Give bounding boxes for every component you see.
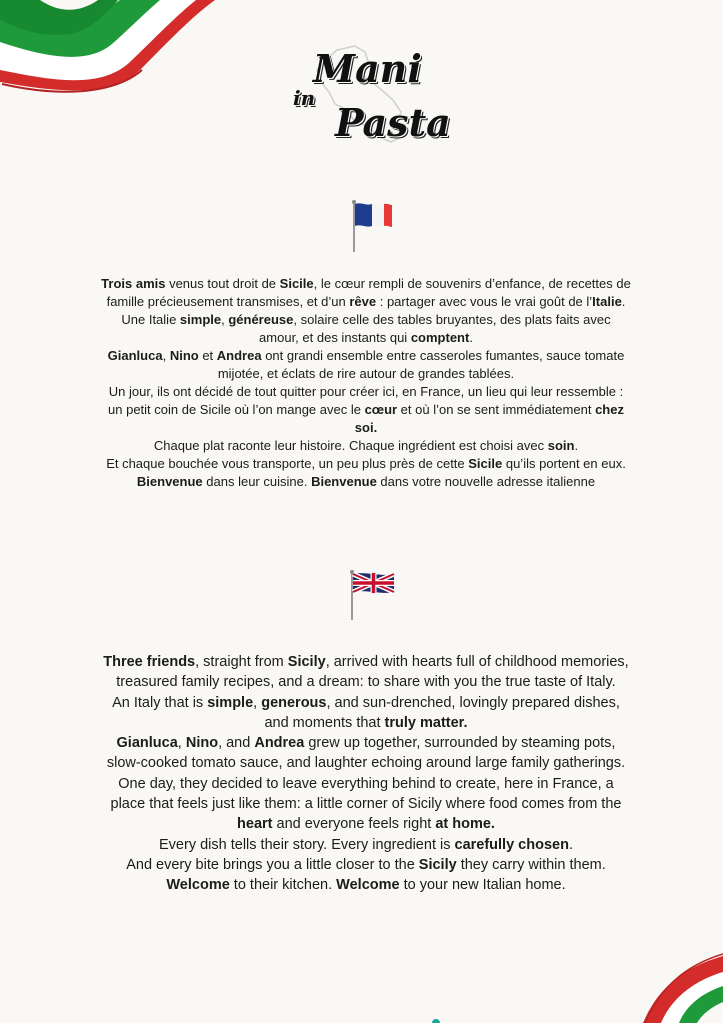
brand-name-pasta: Pasta: [335, 100, 451, 145]
bold-text: Welcome: [166, 877, 230, 894]
bold-text: Sicile: [468, 456, 503, 471]
paragraph: [100, 652, 632, 693]
text-run: grew up together, surrounded by steaming pots, slow-cooked tomato sauce, and laughter echoing around large family gatherings.: [106, 735, 626, 772]
text-run: , le cœur rempli de souvenirs d’enfance, de recettes de famille précieusement transmises, et d’un: [106, 276, 631, 309]
text-run: .: [574, 438, 579, 453]
text-run: and everyone feels right: [272, 816, 436, 833]
text-run: .: [621, 294, 626, 309]
uk-flag-icon: [346, 568, 398, 622]
paragraph: [100, 774, 632, 835]
text-run: , and: [218, 735, 255, 752]
text-run: et: [198, 348, 217, 363]
paragraph: [100, 855, 632, 875]
bold-text: simple: [207, 694, 254, 711]
bold-text: Nino: [185, 735, 219, 752]
text-run: .: [568, 836, 573, 853]
text-run: Un jour, ils ont décidé de tout quitter pour créer ici, en France, un lieu qui leur ressemble : un petit coin de Sicile où l’on mange avec le: [108, 384, 624, 417]
bold-text: rêve: [349, 294, 377, 309]
bold-text: heart: [237, 816, 273, 833]
italian-flag-ribbon-icon: [0, 0, 215, 100]
paragraph: [100, 275, 632, 311]
bold-text: Three friends: [103, 654, 196, 670]
text-run: ont grandi ensemble entre casseroles fumantes, sauce tomate mijotée, et éclats de rire autour de grandes tablées.: [217, 348, 625, 381]
text-run: .: [469, 330, 473, 345]
bold-text: Italie: [592, 294, 622, 309]
french-flag-icon: [348, 198, 396, 254]
text-run: to their kitchen.: [229, 877, 337, 894]
text-run: they carry within them.: [456, 856, 606, 873]
english-intro-text: [100, 652, 632, 896]
text-run: Every dish tells their story. Every ingredient is: [159, 836, 455, 853]
text-run: And every bite brings you a little closer to the: [126, 856, 419, 873]
paragraph: [100, 383, 632, 437]
bold-text: at home.: [435, 816, 495, 833]
bold-text: comptent: [410, 330, 470, 345]
bold-text: généreuse: [228, 312, 294, 327]
bold-text: generous: [261, 694, 327, 711]
bold-text: Nino: [169, 348, 199, 363]
bold-text: Gianluca: [107, 348, 163, 363]
paragraph: [100, 693, 632, 734]
paragraph: [100, 875, 632, 895]
text-run: et où l’on se sent immédiatement: [397, 402, 596, 417]
french-intro-text: [100, 275, 632, 491]
text-run: ,: [253, 694, 262, 711]
paragraph: [100, 437, 632, 455]
bold-text: Welcome: [336, 877, 400, 894]
brand-name-in: in: [293, 86, 316, 110]
text-run: , straight from: [195, 654, 288, 670]
italian-flag-ribbon-icon: [623, 928, 723, 1023]
text-run: venus tout droit de: [165, 276, 280, 291]
paragraph: [100, 347, 632, 383]
bold-text: Sicily: [287, 654, 326, 670]
brand-name-mani: Mani: [313, 46, 422, 91]
bold-text: Sicily: [418, 856, 457, 873]
bold-text: simple: [179, 312, 222, 327]
bold-text: cœur: [364, 402, 398, 417]
bold-text: carefully chosen: [454, 836, 569, 853]
paragraph: [100, 733, 632, 774]
text-run: to your new Italian home.: [399, 877, 566, 894]
decorative-dot: [432, 1019, 440, 1023]
text-run: : partager avec vous le vrai goût de l’: [376, 294, 593, 309]
text-run: ,: [177, 735, 186, 752]
bold-text: Trois amis: [101, 276, 166, 291]
bold-text: Bienvenue: [311, 474, 377, 489]
bold-text: Gianluca: [116, 735, 178, 752]
paragraph: [100, 473, 632, 491]
paragraph: [100, 311, 632, 347]
text-run: One day, they decided to leave everything behind to create, here in France, a place that feels just like them: a little corner of Sicily where food comes from the: [110, 775, 622, 813]
bold-text: chez soi.: [354, 402, 624, 435]
text-run: qu’ils portent en eux.: [502, 456, 626, 471]
text-run: , arrived with hearts full of childhood memories, treasured family recipes, and a dream: to share with you the true taste of Italy.: [116, 654, 629, 691]
text-run: dans leur cuisine.: [202, 474, 312, 489]
text-run: ,: [221, 312, 229, 327]
text-run: , solaire celle des tables bruyantes, des plats faits avec amour, et des instants qui: [259, 312, 611, 345]
brand-logo: [285, 38, 451, 150]
text-run: Et chaque bouchée vous transporte, un peu plus près de cette: [106, 456, 469, 471]
bold-text: truly matter.: [384, 714, 468, 731]
text-run: dans votre nouvelle adresse italienne: [376, 474, 596, 489]
text-run: Une Italie: [121, 312, 180, 327]
paragraph: [100, 455, 632, 473]
paragraph: [100, 835, 632, 855]
text-run: An Italy that is: [112, 694, 208, 711]
text-run: Chaque plat raconte leur histoire. Chaque ingrédient est choisi avec: [153, 438, 548, 453]
bold-text: soin: [547, 438, 575, 453]
bold-text: Bienvenue: [136, 474, 203, 489]
bold-text: Andrea: [254, 735, 305, 752]
text-run: , and sun-drenched, lovingly prepared dishes, and moments that: [264, 694, 620, 731]
text-run: ,: [162, 348, 170, 363]
bold-text: Sicile: [279, 276, 314, 291]
bold-text: Andrea: [216, 348, 262, 363]
